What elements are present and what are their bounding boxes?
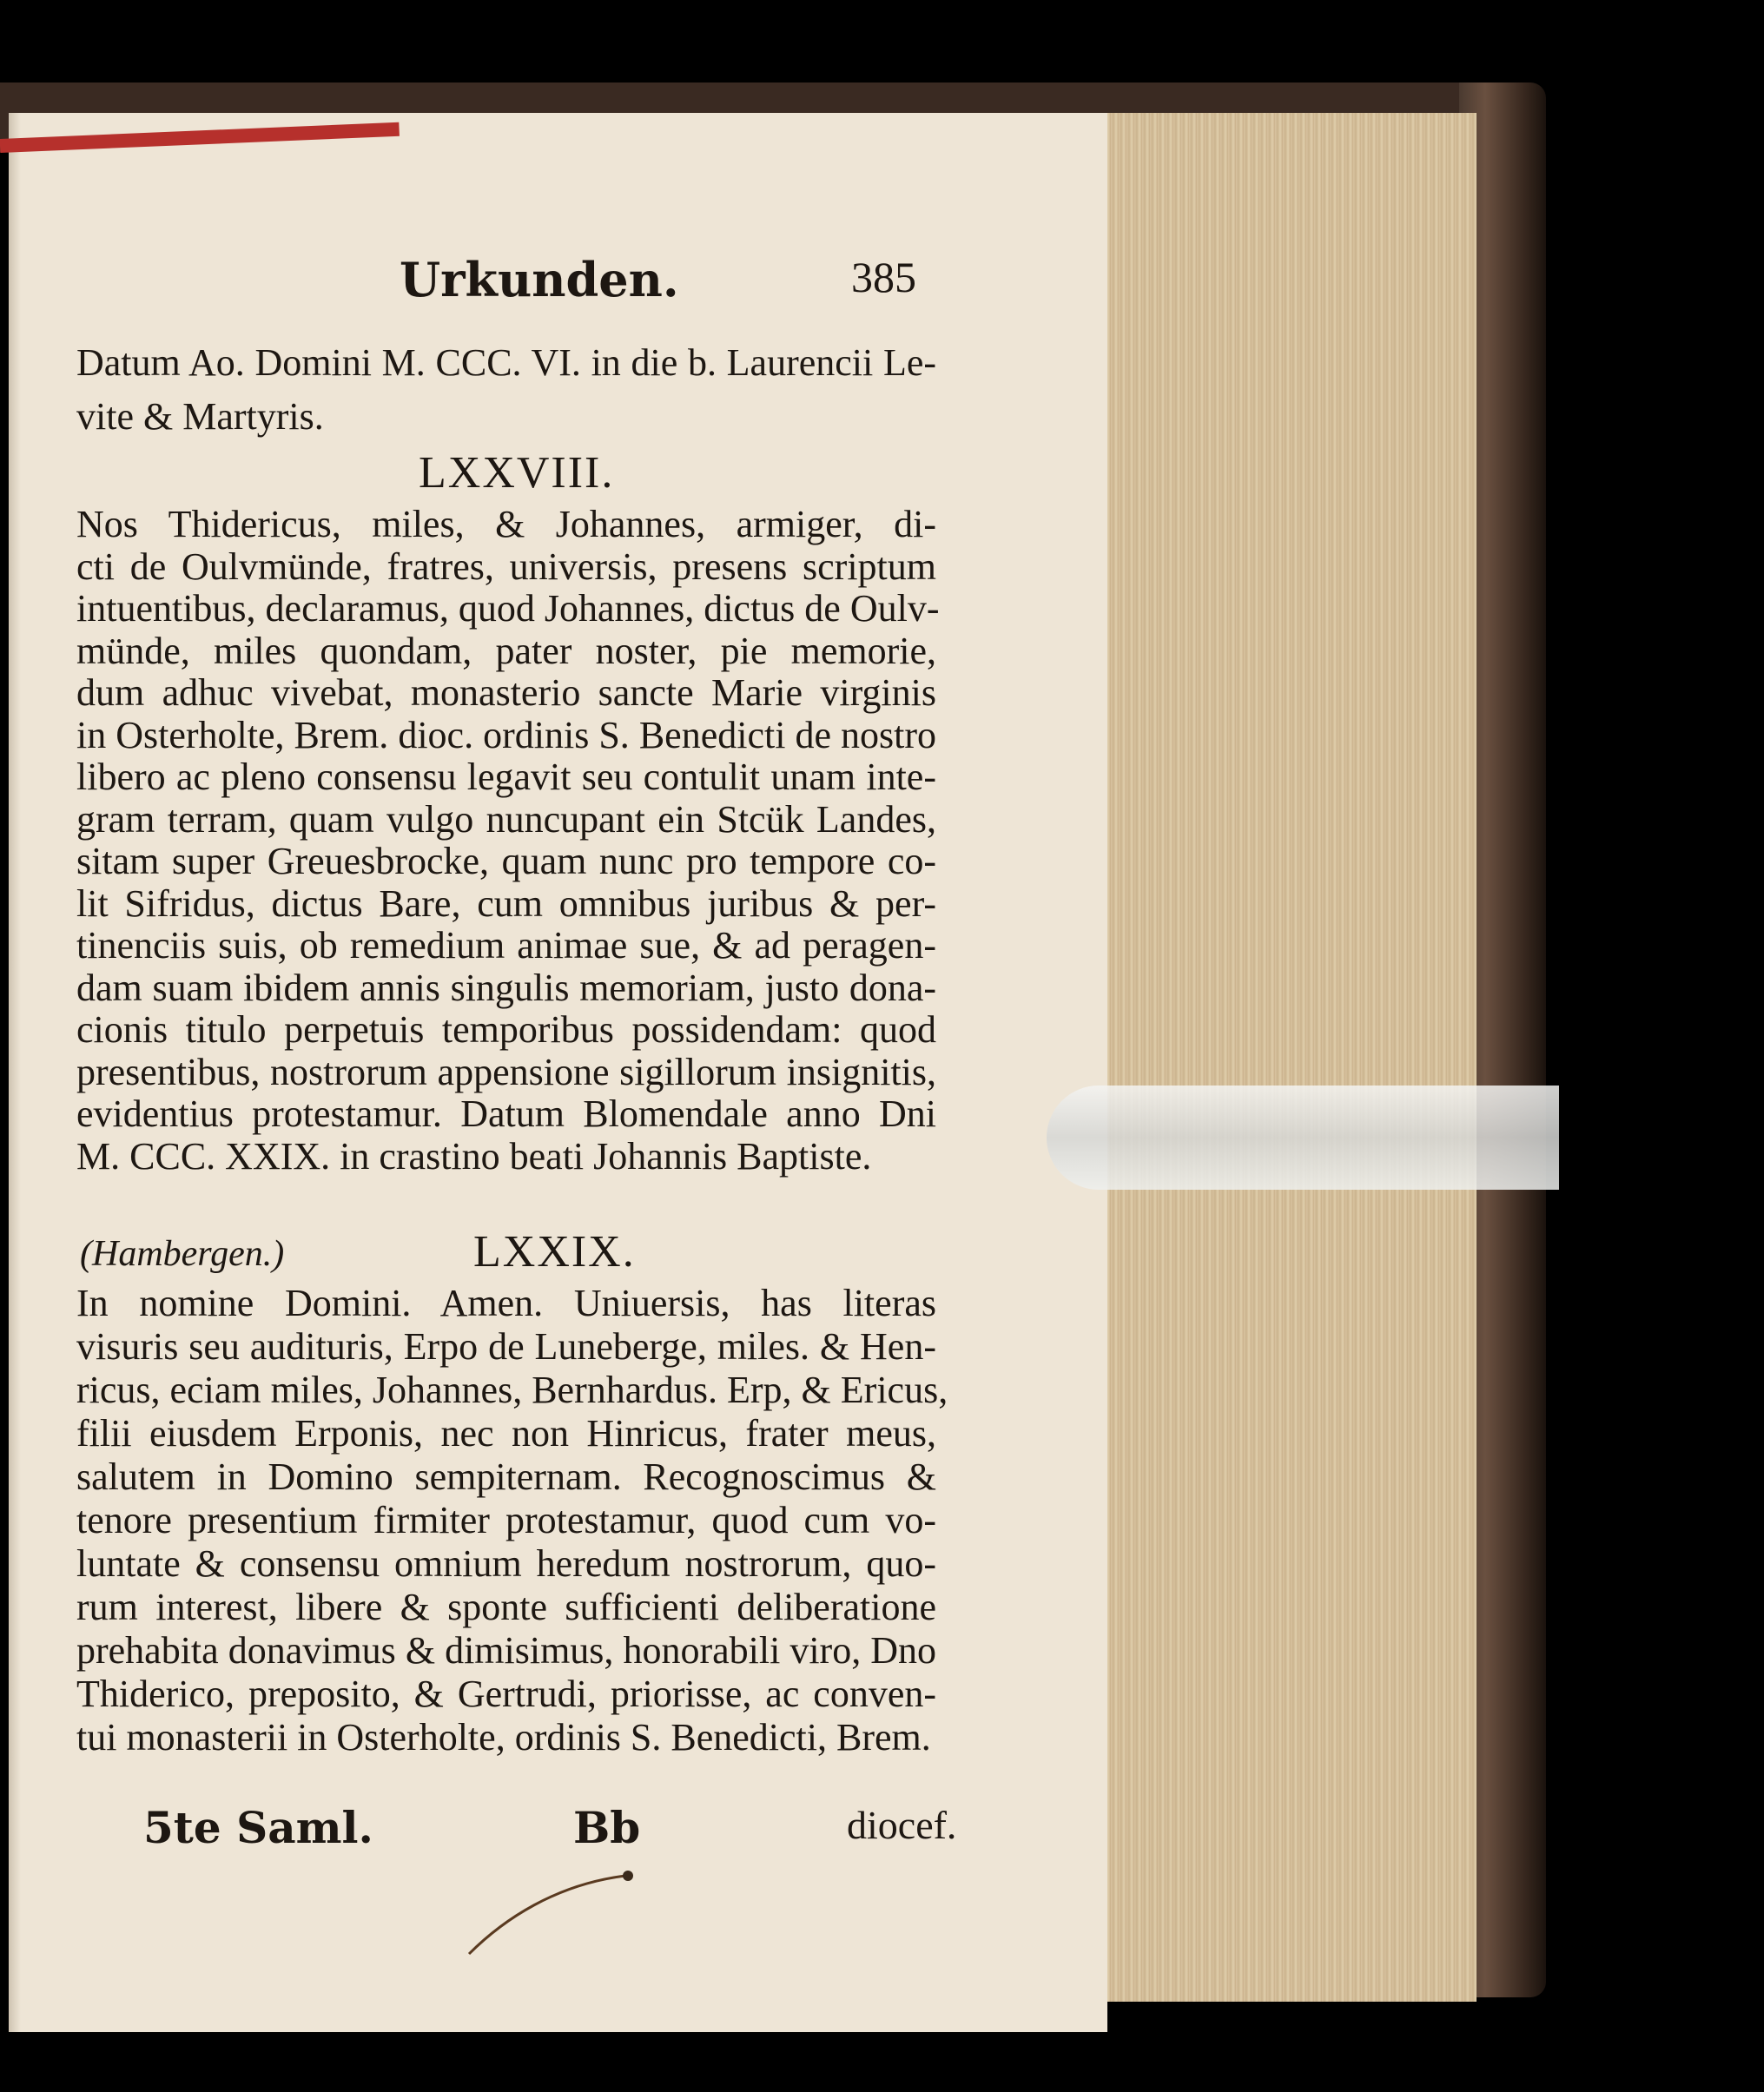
text-line: cionis titulo perpetuis temporibus possidendam: quod bbox=[76, 1008, 936, 1051]
text-line: in Osterholte, Brem. dioc. ordinis S. Benedicti de nostro bbox=[76, 713, 936, 756]
text-line: filii eiusdem Erponis, nec non Hinricus, frater meus, bbox=[76, 1412, 936, 1455]
text-line: sitam super Greuesbrocke, quam nunc pro tempore co- bbox=[76, 840, 936, 882]
text-line: luntate & consensu omnium heredum nostrorum, quo- bbox=[76, 1542, 936, 1585]
glass-page-weight bbox=[1047, 1086, 1559, 1190]
signature-letters: Bb bbox=[573, 1802, 641, 1853]
text-line: dam suam ibidem annis singulis memoriam, justo dona- bbox=[76, 966, 936, 1009]
text-line: vite & Martyris. bbox=[76, 395, 324, 438]
text-line: tui monasterii in Osterholte, ordinis S. Benedicti, Brem. bbox=[76, 1716, 931, 1759]
section-heading-lxxix: LXXIX. bbox=[473, 1227, 636, 1277]
text-line: salutem in Domino sempiternam. Recognoscimus & bbox=[76, 1455, 936, 1498]
page-gutter bbox=[9, 113, 21, 2032]
text-line: tinenciis suis, ob remedium animae sue, & ad peragen- bbox=[76, 924, 936, 967]
text-line: In nomine Domini. Amen. Uniuersis, has literas bbox=[76, 1282, 936, 1324]
text-line: dum adhuc vivebat, monasterio sancte Marie virginis bbox=[76, 671, 936, 714]
text-line: Thiderico, preposito, & Gertrudi, priorisse, ac conven- bbox=[76, 1673, 936, 1715]
signature-mark: 5te Saml. bbox=[143, 1802, 373, 1853]
text-line: presentibus, nostrorum appensione sigillorum insignitis, bbox=[76, 1050, 936, 1093]
text-line: intuentibus, declaramus, quod Johannes, dictus de Oulv- bbox=[76, 587, 940, 630]
text-line: münde, miles quondam, pater noster, pie memorie, bbox=[76, 629, 936, 672]
text-line: tenore presentium firmiter protestamur, quod cum vo- bbox=[76, 1499, 936, 1541]
catchword: diocef. bbox=[847, 1803, 957, 1847]
text-line: libero ac pleno consensu legavit seu contulit unam inte- bbox=[76, 756, 936, 798]
text-line: ricus, eciam miles, Johannes, Bernhardus. Erp, & Ericus, bbox=[76, 1369, 948, 1411]
text-line: cti de Oulvmünde, fratres, universis, presens scriptum bbox=[76, 544, 936, 588]
text-line: Nos Thidericus, miles, & Johannes, armiger, di- bbox=[76, 503, 936, 545]
section-heading-lxxviii: LXXVIII. bbox=[419, 448, 615, 498]
text-line: rum interest, libere & sponte sufficienti deliberatione bbox=[76, 1586, 936, 1628]
text-line: Datum Ao. Domini M. CCC. VI. in die b. Laurencii Le- bbox=[76, 341, 936, 384]
pencil-stroke bbox=[452, 1858, 643, 1963]
page-fore-edge bbox=[1103, 113, 1477, 2002]
text-line: prehabita donavimus & dimisimus, honorabili viro, Dno bbox=[76, 1629, 936, 1672]
text-line: gram terram, quam vulgo nuncupant ein Stcük Landes, bbox=[76, 797, 936, 841]
side-note: (Hambergen.) bbox=[80, 1234, 285, 1274]
text-line: evidentius protestamur. Datum Blomendale anno Dni bbox=[76, 1092, 936, 1135]
text-line: visuris seu audituris, Erpo de Luneberge, miles. & Hen- bbox=[76, 1325, 936, 1368]
running-head: Urkunden. bbox=[400, 252, 679, 307]
page-number: 385 bbox=[851, 253, 916, 301]
text-line: lit Sifridus, dictus Bare, cum omnibus juribus & per- bbox=[76, 881, 936, 925]
text-line: M. CCC. XXIX. in crastino beati Johannis Baptiste. bbox=[76, 1134, 872, 1178]
